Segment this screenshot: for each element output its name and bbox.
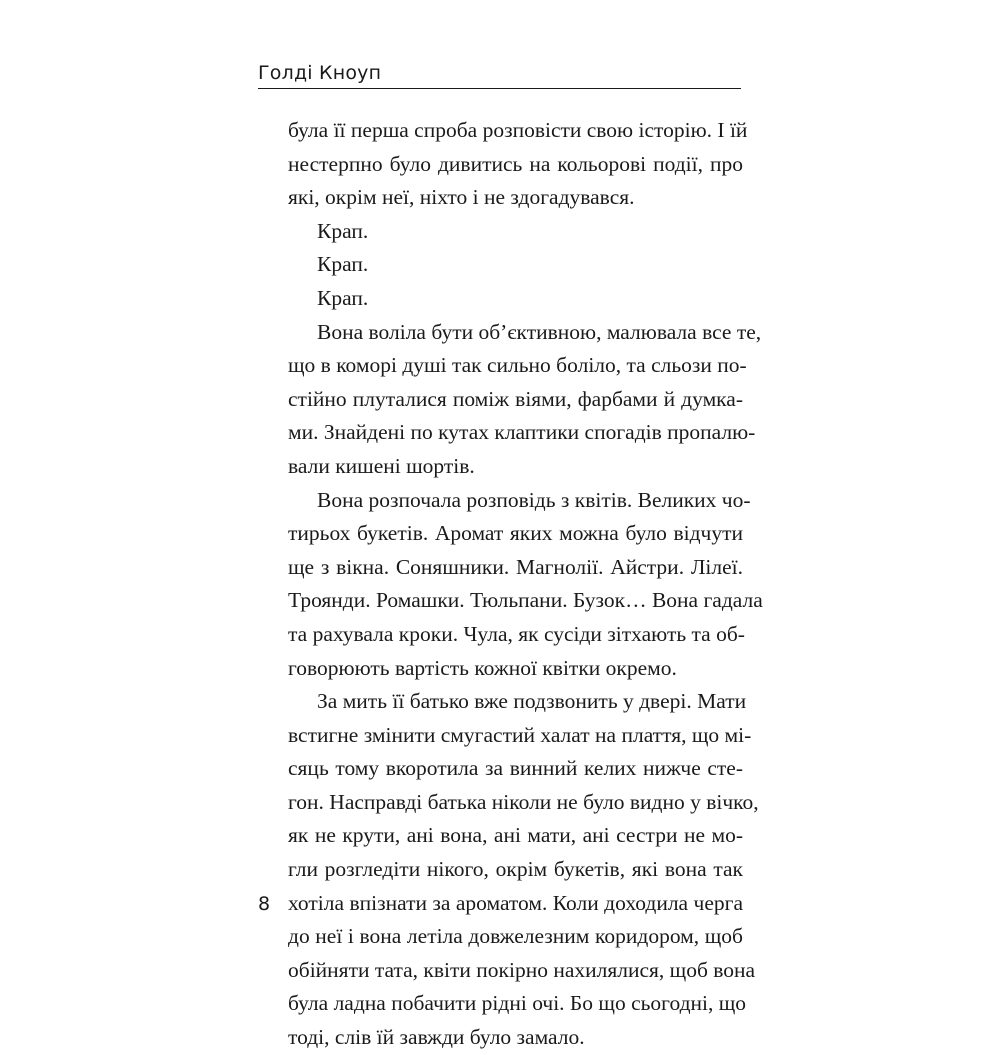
text-line: обійняти тата, квіти покірно нахилялися, щоб вона (288, 957, 756, 982)
text-line: ще з вікна. Соняшники. Магнолії. Айстри. Лілеї. (288, 554, 743, 579)
text-line: була ладна побачити рідні очі. Бо що сьогодні, що (288, 991, 747, 1016)
text-line: Троянди. Ромашки. Тюльпани. Бузок… Вона гадала (288, 588, 763, 613)
text-line: до неї і вона летіла довжелезним коридором, щоб (288, 924, 743, 949)
text-line: сяць тому вкоротила за винний келих нижче сте- (288, 756, 743, 781)
text-line: стійно плуталися поміж віями, фарбами й думка- (288, 386, 743, 411)
text-line: та рахувала кроки. Чула, як сусіди зітхають та об- (288, 621, 745, 646)
text-line: як не крути, ані вона, ані мати, ані сестри не мо- (288, 823, 743, 848)
text-line: тирьох букетів. Аромат яких можна було відчути (288, 521, 743, 546)
text-line: Крап. (317, 218, 369, 243)
text-line: За мить її батько вже подзвонить у двері. Мати (317, 689, 747, 714)
text-line: гон. Насправді батька ніколи не було видно у вічко, (288, 789, 759, 814)
text-line: Вона воліла бути об’єктивною, малювала все те, (317, 319, 762, 344)
text-line: хотіла впізнати за ароматом. Коли доходила черга (288, 890, 743, 915)
text-line: що в коморі душі так сильно боліло, та сльози по- (288, 353, 747, 378)
text-line: нестерпно було дивитись на кольорові події, про (288, 151, 743, 176)
page-number: 8 (258, 893, 271, 915)
text-line: які, окрім неї, ніхто і не здогадувався. (288, 185, 635, 210)
text-line: Вона розпочала розповідь з квітів. Великих чо- (317, 487, 751, 512)
text-line: ми. Знайдені по кутах клаптики спогадів пропалю- (288, 420, 756, 445)
running-head-author: Голді Кноуп (258, 62, 382, 84)
text-line: встигне змінити смугастий халат на плаття, що мі- (288, 722, 752, 747)
text-line: Крап. (317, 285, 369, 310)
text-line: Крап. (317, 252, 369, 277)
body-text (288, 114, 763, 1055)
text-line: говорюють вартість кожної квітки окремо. (288, 655, 677, 680)
text-line: вали кишені шортів. (288, 453, 475, 478)
text-line: була її перша спроба розповісти свою історію. І їй (288, 118, 748, 142)
text-line: тоді, слів їй завжди було замало. (288, 1025, 585, 1050)
text-line: гли розгледіти нікого, окрім букетів, які вона так (288, 857, 743, 882)
header-rule (258, 88, 741, 89)
